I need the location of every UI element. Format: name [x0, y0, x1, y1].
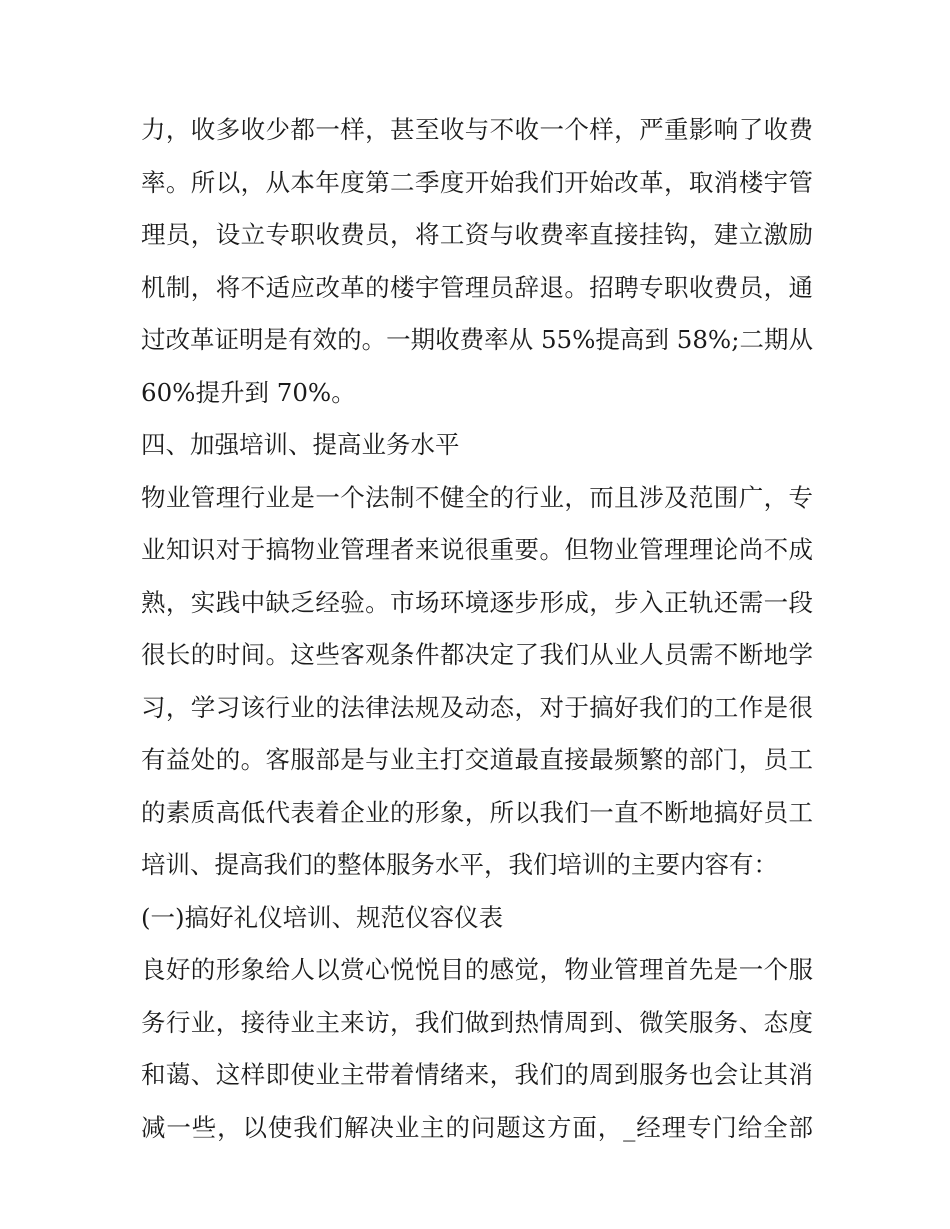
paragraph-line: 机制，将不适应改革的楼宇管理员辞退。招聘专职收费员，通 — [141, 272, 813, 302]
paragraph-line: 良好的形象给人以赏心悦悦目的感觉，物业管理首先是一个服 — [141, 955, 813, 984]
paragraph-line: 率。所以，从本年度第二季度开始我们开始改革，取消楼宇管 — [141, 167, 813, 197]
paragraph-line: 的素质高低代表着企业的形象，所以我们一直不断地搞好员工 — [141, 797, 813, 827]
paragraph-line: 力，收多收少都一样，甚至收与不收一个样，严重影响了收费 — [141, 115, 813, 144]
paragraph-line: 务行业，接待业主来访，我们做到热情周到、微笑服务、态度 — [141, 1007, 813, 1037]
paragraph-line: 熟，实践中缺乏经验。市场环境逐步形成，步入正轨还需一段 — [141, 587, 813, 617]
paragraph-line: 习，学习该行业的法律法规及动态，对于搞好我们的工作是很 — [141, 692, 813, 722]
paragraph-line: 60%提升到 70%。 — [141, 377, 356, 407]
paragraph-line: 和蔼、这样即使业主带着情绪来，我们的周到服务也会让其消 — [141, 1060, 813, 1089]
section-heading: 四、加强培训、提高业务水平 — [141, 430, 460, 459]
paragraph-line: 培训、提高我们的整体服务水平，我们培训的主要内容有： — [141, 850, 778, 879]
document-body — [141, 104, 813, 1154]
paragraph-line: 理员，设立专职收费员，将工资与收费率直接挂钩，建立激励 — [141, 220, 813, 249]
paragraph-line: 物业管理行业是一个法制不健全的行业，而且涉及范围广，专 — [141, 482, 813, 512]
subsection-heading: (一)搞好礼仪培训、规范仪容仪表 — [141, 902, 504, 932]
paragraph-line: 很长的时间。这些客观条件都决定了我们从业人员需不断地学 — [141, 640, 813, 669]
paragraph-line: 减一些，以使我们解决业主的问题这方面，_经理专门给全部 — [141, 1112, 813, 1142]
paragraph-line: 有益处的。客服部是与业主打交道最直接最频繁的部门，员工 — [141, 745, 813, 774]
paragraph-line: 过改革证明是有效的。一期收费率从 55%提高到 58%;二期从 — [141, 325, 813, 354]
paragraph-line: 业知识对于搞物业管理者来说很重要。但物业管理理论尚不成 — [141, 535, 813, 564]
